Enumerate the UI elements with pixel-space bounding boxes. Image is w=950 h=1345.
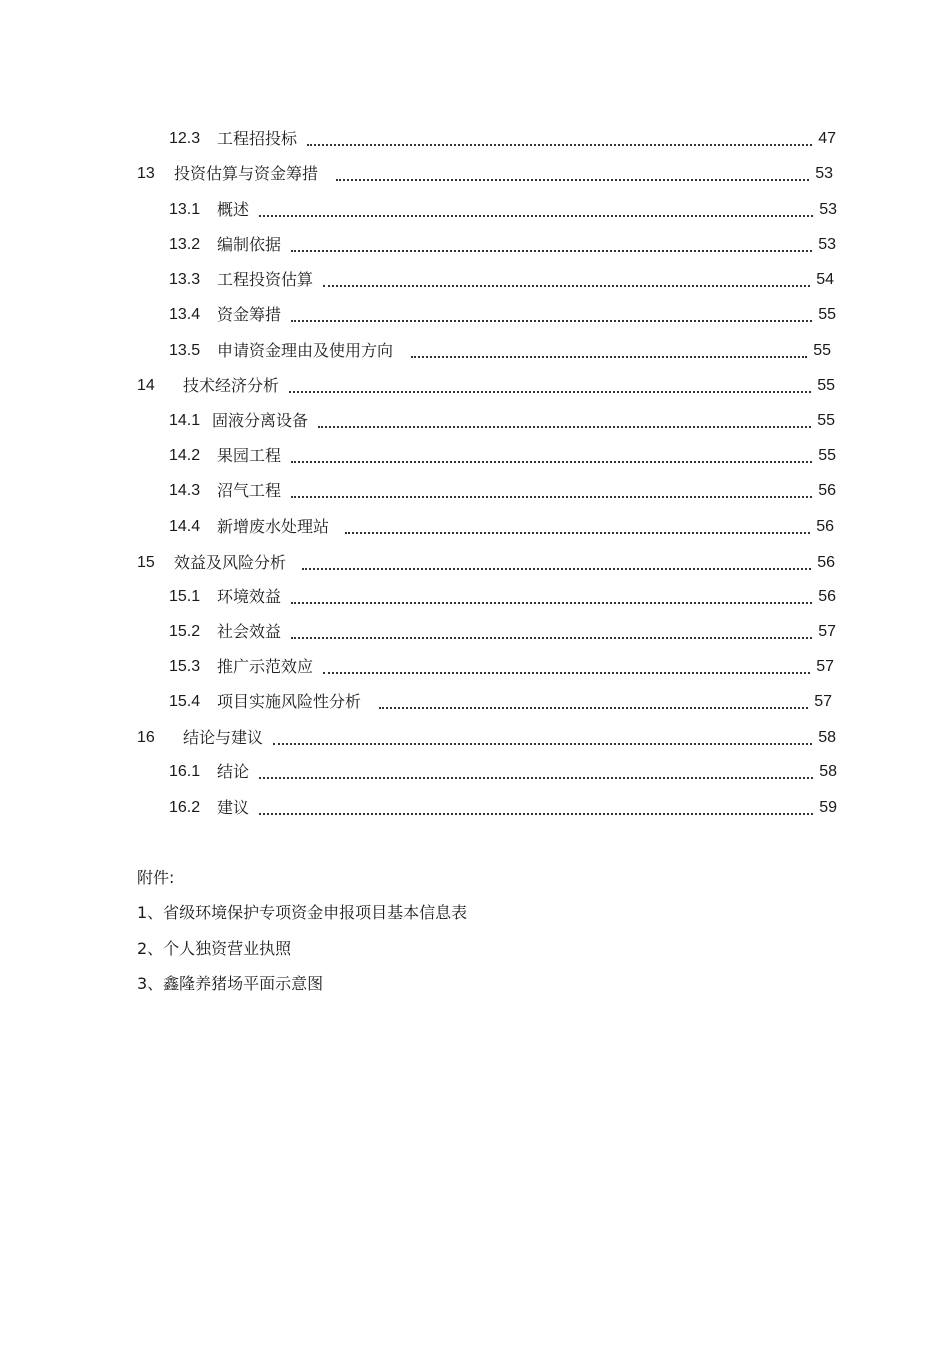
attachments-heading: 附件:: [137, 868, 175, 887]
toc-entry-number: 15: [137, 554, 155, 571]
toc-entry-13-5[interactable]: [169, 339, 831, 363]
toc-leader-dots: [307, 144, 812, 146]
toc-leader-dots: [291, 637, 812, 639]
toc-leader-dots: [289, 391, 811, 393]
toc-entry-14-3[interactable]: [169, 479, 836, 503]
toc-entry-14-4[interactable]: [169, 515, 834, 539]
toc-entry-12-3[interactable]: [169, 127, 836, 151]
toc-entry-page: 56: [817, 554, 835, 571]
toc-entry-title: 概述: [217, 200, 250, 219]
toc-entry-title: 效益及风险分析: [174, 553, 287, 572]
toc-leader-dots: [291, 461, 812, 463]
toc-entry-15-1[interactable]: [169, 585, 836, 609]
toc-entry-page: 58: [818, 729, 836, 746]
toc-entry-title: 沼气工程: [217, 481, 282, 500]
toc-entry-number: 13: [137, 165, 155, 182]
toc-entry-title: 果园工程: [217, 446, 282, 465]
toc-entry-title: 新增废水处理站: [217, 517, 330, 536]
toc-entry-page: 56: [818, 588, 836, 605]
toc-entry-number: 14.1: [169, 412, 201, 429]
toc-entry-title: 建议: [217, 798, 250, 817]
toc-leader-dots: [291, 320, 812, 322]
toc-entry-number: 14.3: [169, 482, 201, 499]
toc-entry-page: 57: [818, 623, 836, 640]
toc-leader-dots: [323, 672, 810, 674]
toc-leader-dots: [318, 426, 811, 428]
toc-entry-13-3[interactable]: [169, 268, 834, 292]
toc-entry-13-1[interactable]: [169, 198, 837, 222]
toc-leader-dots: [411, 356, 807, 358]
toc-entry-number: 16.1: [169, 763, 201, 780]
toc-entry-number: 15.2: [169, 623, 201, 640]
toc-entry-page: 55: [818, 306, 836, 323]
toc-entry-16[interactable]: [137, 726, 836, 750]
toc-entry-title: 投资估算与资金筹措: [174, 164, 319, 183]
toc-entry-13-4[interactable]: [169, 303, 836, 327]
toc-entry-title: 固液分离设备: [212, 411, 309, 430]
toc-entry-title: 项目实施风险性分析: [217, 692, 362, 711]
toc-entry-number: 15.3: [169, 658, 201, 675]
toc-entry-number: 13.2: [169, 236, 201, 253]
toc-entry-page: 57: [814, 693, 832, 710]
toc-leader-dots: [291, 250, 812, 252]
toc-leader-dots: [259, 777, 813, 779]
toc-leader-dots: [259, 215, 813, 217]
toc-entry-title: 编制依据: [217, 235, 282, 254]
toc-entry-number: 14: [137, 377, 155, 394]
toc-entry-page: 54: [816, 271, 834, 288]
toc-entry-number: 13.5: [169, 342, 201, 359]
toc-entry-page: 55: [818, 447, 836, 464]
toc-leader-dots: [302, 568, 811, 570]
toc-entry-number: 15.4: [169, 693, 201, 710]
toc-entry-title: 推广示范效应: [217, 657, 314, 676]
toc-entry-number: 14.2: [169, 447, 201, 464]
toc-entry-page: 53: [819, 201, 837, 218]
toc-entry-13-2[interactable]: [169, 233, 836, 257]
toc-entry-page: 55: [813, 342, 831, 359]
toc-entry-title: 技术经济分析: [183, 376, 280, 395]
toc-entry-number: 13.1: [169, 201, 201, 218]
toc-entry-title: 工程投资估算: [217, 270, 314, 289]
toc-entry-page: 59: [819, 799, 837, 816]
toc-entry-14-2[interactable]: [169, 444, 836, 468]
toc-entry-page: 47: [818, 130, 836, 147]
toc-entry-13[interactable]: [137, 162, 833, 186]
toc-leader-dots: [273, 743, 812, 745]
toc-entry-number: 13.3: [169, 271, 201, 288]
toc-entry-page: 53: [815, 165, 833, 182]
toc-entry-15-2[interactable]: [169, 620, 836, 644]
attachment-item: 2、个人独资营业执照: [137, 939, 292, 958]
toc-entry-title: 工程招投标: [217, 129, 298, 148]
toc-entry-14-1[interactable]: [169, 409, 835, 433]
toc-entry-title: 结论: [217, 762, 250, 781]
toc-entry-page: 53: [818, 236, 836, 253]
toc-entry-number: 16: [137, 729, 155, 746]
toc-entry-page: 58: [819, 763, 837, 780]
toc-entry-15-3[interactable]: [169, 655, 834, 679]
toc-entry-number: 14.4: [169, 518, 201, 535]
toc-entry-page: 55: [817, 377, 835, 394]
toc-entry-number: 12.3: [169, 130, 201, 147]
toc-leader-dots: [291, 496, 812, 498]
toc-leader-dots: [323, 285, 810, 287]
toc-entry-page: 56: [816, 518, 834, 535]
toc-leader-dots: [379, 707, 808, 709]
toc-leader-dots: [345, 532, 810, 534]
toc-leader-dots: [259, 813, 813, 815]
toc-entry-16-1[interactable]: [169, 760, 837, 784]
attachment-item: 3、鑫隆养猪场平面示意图: [137, 974, 324, 993]
toc-entry-title: 申请资金理由及使用方向: [217, 341, 394, 360]
toc-entry-title: 环境效益: [217, 587, 282, 606]
attachment-item: 1、省级环境保护专项资金申报项目基本信息表: [137, 903, 468, 922]
toc-entry-16-2[interactable]: [169, 796, 837, 820]
toc-entry-number: 16.2: [169, 799, 201, 816]
toc-entry-title: 资金筹措: [217, 305, 282, 324]
toc-entry-number: 13.4: [169, 306, 201, 323]
toc-entry-15-4[interactable]: [169, 690, 832, 714]
toc-leader-dots: [291, 602, 812, 604]
toc-entry-page: 57: [816, 658, 834, 675]
toc-entry-15[interactable]: [137, 551, 835, 575]
toc-entry-title: 结论与建议: [183, 728, 264, 747]
toc-entry-title: 社会效益: [217, 622, 282, 641]
toc-entry-14[interactable]: [137, 374, 835, 398]
toc-entry-number: 15.1: [169, 588, 201, 605]
toc-entry-page: 56: [818, 482, 836, 499]
toc-entry-page: 55: [817, 412, 835, 429]
toc-leader-dots: [336, 179, 809, 181]
